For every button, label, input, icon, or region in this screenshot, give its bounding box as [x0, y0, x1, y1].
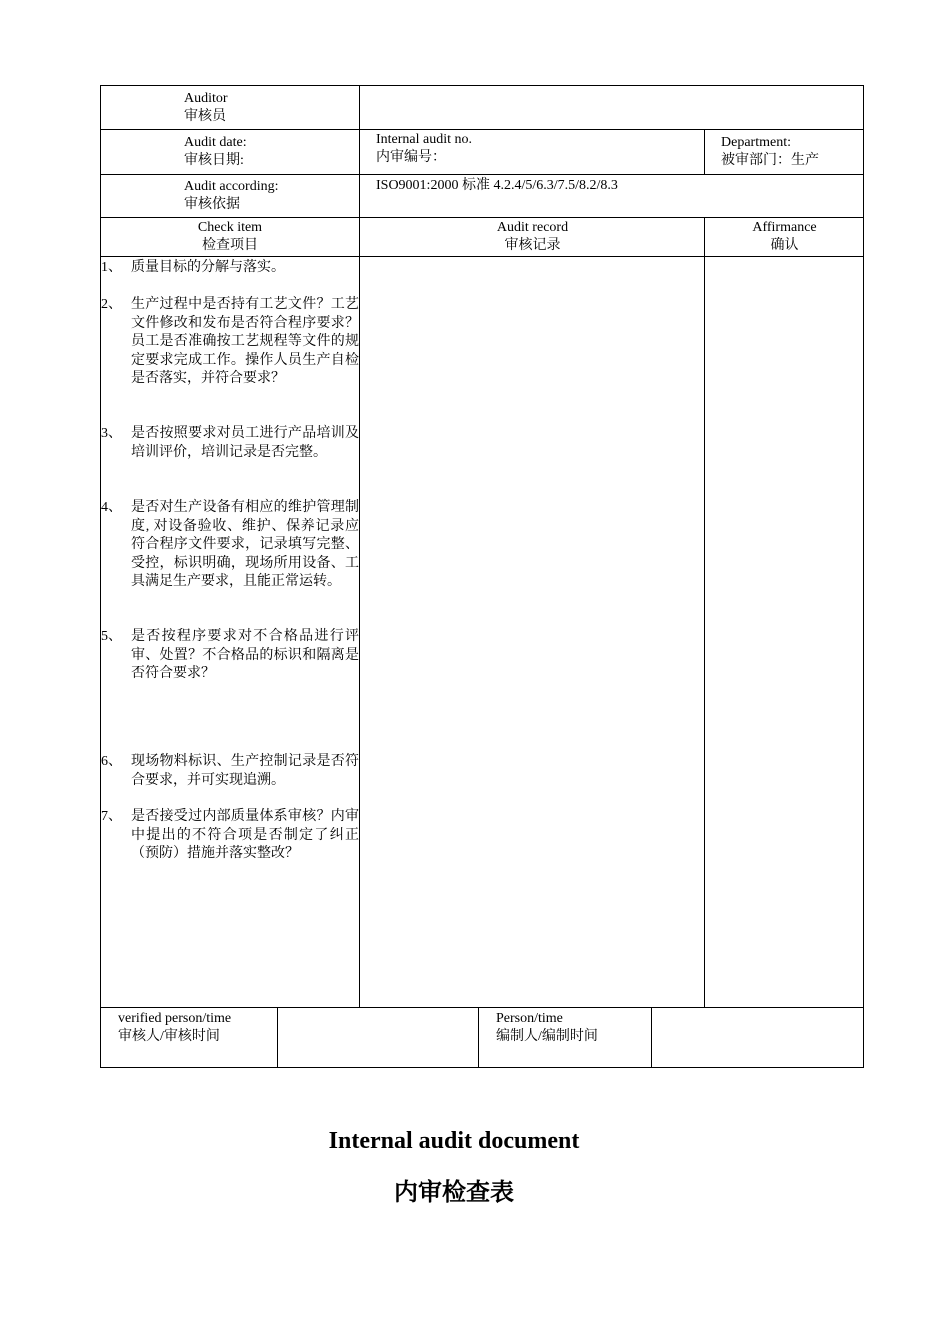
document-title-cn: 内审检查表 [394, 1178, 514, 1206]
check-item-number: 3、 [101, 426, 122, 441]
audit-no-label [376, 131, 472, 167]
auditor-value-cell[interactable] [361, 87, 862, 129]
check-item-text: 是否对生产设备有相应的维护管理制度, 对设备验收、维护、保养记录应符合程序文件要求，记录填写完整、受控，标识明确，现场所用设备、工具满足生产要求，且能正常运转。 [131, 500, 359, 589]
check-item-7 [101, 808, 359, 864]
column-header-audit-record [361, 219, 704, 255]
affirmance-cell[interactable] [706, 258, 863, 1007]
check-item-6 [101, 753, 359, 790]
verified-person-cn: 审核人/审核时间 [118, 1029, 220, 1044]
prepared-person-value-cell[interactable] [653, 1009, 863, 1067]
auditor-label [184, 90, 228, 126]
prepared-person-en: Person/time [496, 1011, 563, 1026]
audit-record-cn: 审核记录 [504, 238, 561, 253]
audit-no-label-cn: 内审编号： [376, 150, 446, 165]
document-title-en: Internal audit document [328, 1128, 580, 1154]
affirmance-cn: 确认 [770, 238, 799, 253]
column-header-affirmance [706, 219, 863, 255]
department-label-en: Department: [721, 135, 791, 150]
check-item-1 [101, 259, 359, 278]
audit-record-en: Audit record [496, 220, 569, 235]
check-item-2 [101, 296, 359, 389]
audit-according-label [184, 178, 278, 214]
verified-person-label [118, 1010, 231, 1046]
prepared-person-label [496, 1010, 598, 1046]
verified-person-value-cell[interactable] [279, 1009, 478, 1067]
check-item-cn: 检查项目 [202, 238, 258, 253]
audit-according-label-cn: 审核依据 [184, 197, 240, 212]
check-item-number: 2、 [101, 297, 122, 312]
check-item-4 [101, 499, 359, 592]
check-item-number: 6、 [101, 754, 122, 769]
check-item-text: 现场物料标识、生产控制记录是否符合要求，并可实现追溯。 [131, 754, 359, 788]
check-item-text: 生产过程中是否持有工艺文件？工艺文件修改和发布是否符合程序要求？员工是否准确按工艺规程等文件的规定要求完成工作。操作人员生产自检是否落实，并符合要求？ [131, 297, 359, 386]
check-item-5 [101, 628, 359, 684]
auditor-label-en: Auditor [184, 91, 228, 106]
audit-according-value: ISO9001:2000 标准 4.2.4/5/6.3/7.5/8.2/8.3 [376, 178, 618, 193]
column-header-check-item [101, 219, 359, 255]
audit-record-cell[interactable] [361, 258, 704, 1007]
audit-no-label-en: Internal audit no. [376, 132, 473, 147]
check-item-number: 5、 [101, 629, 122, 644]
audit-according-label-en: Audit according: [184, 179, 279, 194]
audit-date-label-en: Audit date: [184, 135, 247, 150]
verified-person-en: verified person/time [118, 1011, 232, 1026]
check-item-text: 质量目标的分解与落实。 [131, 260, 285, 275]
department-label-cn: 被审部门：生产 [721, 153, 819, 168]
check-item-number: 7、 [101, 809, 122, 824]
prepared-person-cn: 编制人/编制时间 [496, 1029, 598, 1044]
check-item-number: 4、 [101, 500, 122, 515]
auditor-label-cn: 审核员 [184, 109, 226, 124]
affirmance-en: Affirmance [752, 220, 817, 235]
department-label [721, 134, 819, 170]
check-item-text: 是否接受过内部质量体系审核？内审中提出的不符合项是否制定了纠正（预防）措施并落实整改？ [131, 809, 359, 861]
check-item-text: 是否按照要求对员工进行产品培训及培训评价，培训记录是否完整。 [131, 426, 359, 460]
audit-date-label-cn: 审核日期: [184, 153, 244, 168]
check-item-en: Check item [197, 220, 263, 235]
check-item-number: 1、 [101, 260, 122, 275]
audit-date-label [184, 134, 247, 170]
check-item-text: 是否按程序要求对不合格品进行评审、处置？不合格品的标识和隔离是否符合要求？ [131, 629, 359, 681]
check-item-3 [101, 425, 359, 462]
